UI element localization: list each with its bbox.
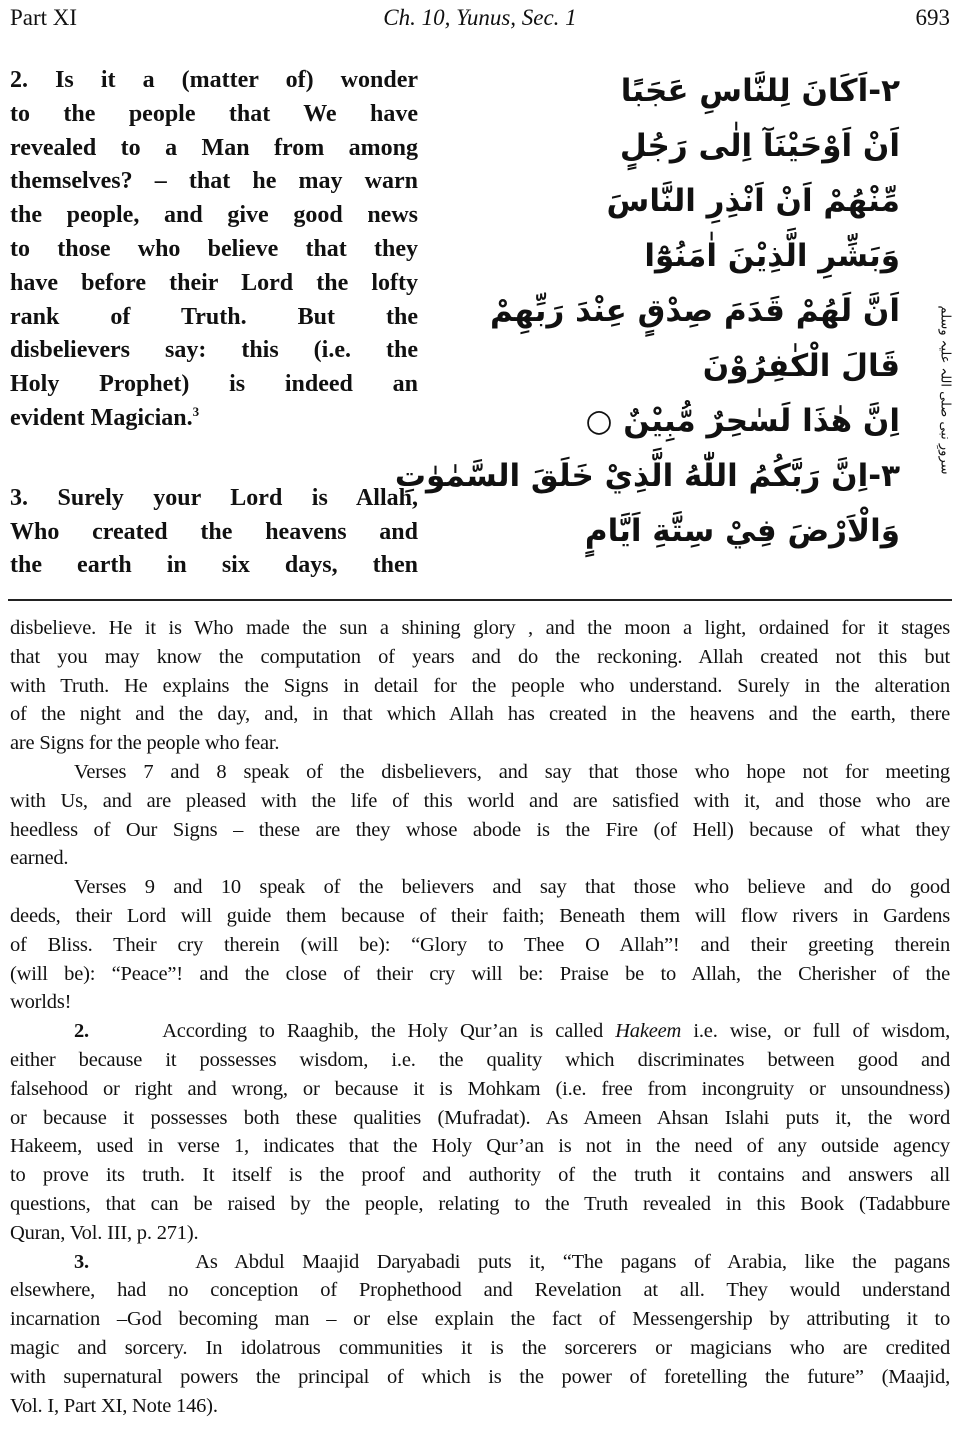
note-text: i.e. wise, or full of wisdom, bbox=[681, 1020, 950, 1043]
margin-note-text: سرورِ نبی صلی اللہ علیہ وسلم bbox=[937, 305, 953, 475]
note-term: Hakeem bbox=[615, 1020, 682, 1043]
translation-line: revealed to a Man from among bbox=[10, 134, 418, 161]
commentary-line: of Bliss. Their cry therein (will be): “Glory to Thee O Allah”! and their greeting therein bbox=[10, 933, 950, 956]
margin-note bbox=[928, 280, 960, 500]
commentary-line: of the night and the day, and, in that which Allah has created in the heavens and the earth, there bbox=[10, 703, 950, 726]
english-translation bbox=[10, 64, 418, 583]
commentary-line: are Signs for the people who fear. bbox=[10, 732, 280, 755]
page-number: 693 bbox=[915, 5, 950, 30]
commentary-line: to prove its truth. It itself is the proof and authority of the truth it contains and answers all bbox=[10, 1164, 950, 1187]
arabic-line: ۳-اِنَّ رَبَّكُمُ اللّٰهُ الَّذِيْ خَلَقَ السَّمٰوٰتِ bbox=[394, 458, 900, 494]
translation-line: to the people that We have bbox=[10, 100, 418, 127]
translation-line: themselves? – that he may warn bbox=[10, 168, 418, 195]
running-header-part: Part XI bbox=[10, 5, 78, 30]
arabic-line: ۲-اَكَانَ لِلنَّاسِ عَجَبًا bbox=[620, 73, 900, 109]
translation-line: rank of Truth. But the bbox=[10, 303, 418, 330]
arabic-line: اَنْ اَوْحَيْنَآ اِلٰى رَجُلٍ bbox=[619, 128, 900, 164]
arabic-line: وَبَشِّرِ الَّذِيْنَ اٰمَنُوْٓا bbox=[644, 238, 900, 274]
commentary-line: worlds! bbox=[10, 991, 72, 1014]
commentary-line: heedless of Our Signs – these are they whose abode is the Fire (of Hell) because of what they bbox=[10, 818, 950, 841]
translation-line: Who created the heavens and bbox=[10, 518, 418, 545]
translation-line: disbelievers say: this (i.e. the bbox=[10, 337, 418, 364]
translation-line: 2. Is it a (matter of) wonder bbox=[10, 67, 418, 93]
arabic-text bbox=[394, 64, 900, 559]
note-text: According to Raaghib, the Holy Qur’an is called bbox=[162, 1020, 616, 1043]
commentary-line: questions, that can be raised by the people, relating to the Truth revealed in this Book (Tadabbure bbox=[10, 1192, 950, 1215]
commentary-line: either because it possesses wisdom, i.e. the quality which discriminates between good and bbox=[10, 1048, 950, 1071]
commentary-line: earned. bbox=[10, 847, 69, 870]
translation-text: evident Magician. bbox=[10, 404, 193, 431]
note-number: 3. bbox=[74, 1250, 89, 1273]
translation-line bbox=[10, 402, 418, 436]
commentary-line: incarnation –God becoming man – or else explain the fact of Messengership by attributing it to bbox=[10, 1308, 950, 1331]
commentary-line: Hakeem, used in verse 1, indicates that the Holy Qur’an is not in the need of any outside agency bbox=[10, 1135, 950, 1158]
arabic-line: قَالَ الْكٰفِرُوْنَ bbox=[702, 348, 900, 384]
commentary-line: with Truth. He explains the Signs in detail for the people who understand. Surely in the alteration bbox=[10, 674, 950, 697]
arabic-line: اِنَّ هٰذَا لَسٰحِرٌ مُّبِيْنٌ ○ bbox=[585, 403, 900, 439]
commentary-line: deeds, their Lord will guide them because of their faith; Beneath them will flow rivers in Gardens bbox=[10, 904, 950, 927]
commentary-line: with Us, and are pleased with the life of this world and are satisfied with it, and those who are bbox=[10, 789, 950, 812]
translation-line: Holy Prophet) is indeed an bbox=[10, 371, 418, 398]
commentary bbox=[10, 614, 950, 1420]
commentary-line: or because it possesses both these qualities (Mufradat). As Ameen Ahsan Islahi puts it, the word bbox=[10, 1106, 950, 1129]
commentary-line: Quran, Vol. III, p. 271). bbox=[10, 1221, 199, 1244]
commentary-line: (will be): “Peace”! and the close of their cry will be: Praise be to Allah, the Cherisher of the bbox=[10, 962, 950, 985]
arabic-line: وَالْاَرْضَ فِيْ سِتَّةِ اَيَّامٍ bbox=[584, 513, 900, 549]
commentary-line: falsehood or right and wrong, or because it is Mohkam (i.e. free from incongruity or unsoundness) bbox=[10, 1077, 950, 1100]
translation-line: to those who believe that they bbox=[10, 235, 418, 262]
footnote-marker: 3 bbox=[192, 403, 200, 419]
note-2-first-line bbox=[10, 1017, 950, 1046]
commentary-line: with supernatural powers the principal of which is the power of foretelling the future” (Maajid, bbox=[10, 1365, 950, 1388]
commentary-line: Verses 7 and 8 speak of the disbelievers, and say that those who hope not for meeting bbox=[74, 760, 950, 783]
section-divider bbox=[8, 599, 952, 601]
commentary-line: Verses 9 and 10 speak of the believers and say that those who believe and do good bbox=[74, 876, 950, 899]
note-number: 2. bbox=[74, 1020, 89, 1043]
translation-line: the earth in six days, then bbox=[10, 552, 418, 579]
note-text: As Abdul Maajid Daryabadi puts it, “The pagans of Arabia, like the pagans bbox=[195, 1250, 950, 1273]
running-header-chapter: Ch. 10, Yunus, Sec. 1 bbox=[383, 5, 577, 30]
note-3-first-line bbox=[10, 1248, 950, 1277]
arabic-line: اَنَّ لَهُمْ قَدَمَ صِدْقٍ عِنْدَ رَبِّهِمْ bbox=[490, 293, 900, 329]
arabic-line: مِّنْهُمْ اَنْ اَنْذِرِ النَّاسَ bbox=[606, 183, 900, 219]
commentary-line: elsewhere, had no conception of Prophethood and Revelation at all. They would understand bbox=[10, 1279, 950, 1302]
translation-line: 3. Surely your Lord is Allah, bbox=[10, 484, 418, 511]
commentary-line: disbelieve. He it is Who made the sun a shining glory , and the moon a light, ordained for it stages bbox=[10, 617, 950, 639]
commentary-line: that you may know the computation of years and do the reckoning. Allah created not this but bbox=[10, 645, 950, 668]
translation-line: have before their Lord the lofty bbox=[10, 269, 418, 296]
commentary-line: Vol. I, Part XI, Note 146). bbox=[10, 1394, 218, 1417]
commentary-line: magic and sorcery. In idolatrous communities it is the sorcerers or magicians who are credited bbox=[10, 1336, 950, 1359]
translation-line: the people, and give good news bbox=[10, 202, 418, 229]
